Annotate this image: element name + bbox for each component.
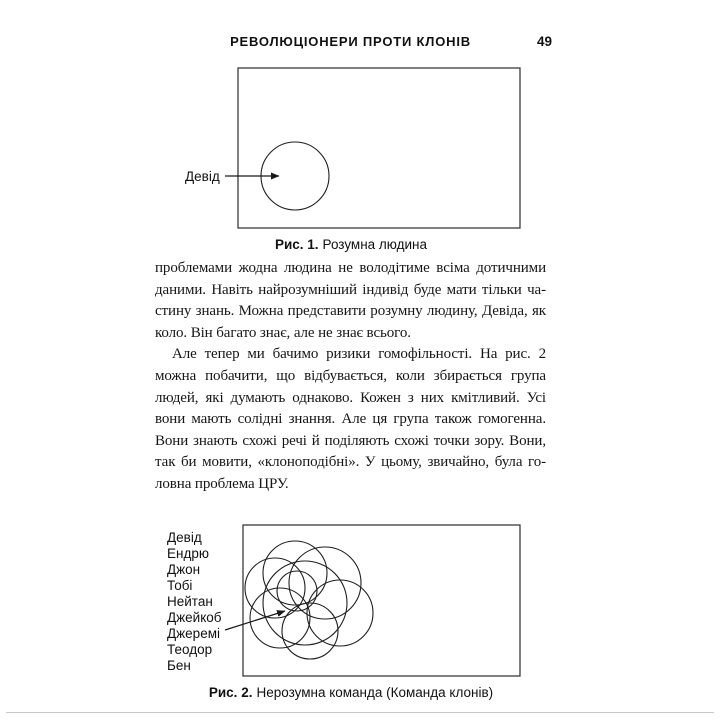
figure-2-label: Бен — [167, 658, 191, 673]
running-head: РЕВОЛЮЦІОНЕРИ ПРОТИ КЛОНІВ — [230, 34, 471, 49]
figure-2-arrow — [225, 611, 285, 630]
figure-2-label: Джейкоб — [167, 610, 222, 625]
figure-2 — [155, 522, 547, 700]
paragraph-1-line: проблемами жодна людина не володітиме всіма дотичними — [155, 260, 546, 276]
figure-2-label: Теодор — [167, 642, 213, 657]
page-header — [155, 34, 552, 52]
figure-2-caption-number: Рис. 2. — [208, 685, 253, 700]
figure-2-label: Девід — [167, 530, 202, 545]
paragraph-2-line: так би мовити, «клоноподібні». У цьому, звичайно, була го- — [155, 454, 546, 471]
figure-1-caption — [155, 237, 547, 252]
figure-1-frame — [238, 68, 520, 228]
paragraph-2-line: Але тепер ми бачимо ризики гомофільності. На рис. 2 — [172, 346, 546, 363]
paragraph-2-line: Вони знають схожі речі й поділяють схожі точки зору. Вони, — [155, 432, 546, 449]
figure-2-label: Джон — [167, 562, 201, 577]
figure-2-label: Тобі — [167, 578, 193, 593]
paragraph-2-line: людей, які думають однаково. Кожен з них кмітливий. Усі — [155, 389, 546, 406]
paragraph-1-line: стину знань. Можна представити розумну людину, Девіда, як — [155, 303, 546, 320]
figure-1-label: Девід — [185, 169, 220, 184]
paragraph-1-line: даними. Навіть найрозумніший індивід буде мати тільки ча- — [155, 281, 546, 298]
figure-2-clone-circle — [263, 541, 327, 605]
paragraph-2-line: можна побачити, що відбувається, коли збирається група — [155, 367, 546, 384]
figure-2-caption-text: Нерозумна команда (Команда клонів) — [256, 685, 494, 700]
figure-2-caption — [155, 685, 547, 700]
figure-2-label: Ендрю — [167, 546, 209, 561]
figure-1-caption-text: Розумна людина — [322, 237, 428, 252]
figure-2-label: Джеремі — [167, 626, 220, 641]
figure-2-frame — [243, 525, 520, 676]
figure-1-drawing — [155, 64, 547, 232]
page-number: 49 — [536, 34, 552, 49]
body-text — [155, 258, 546, 496]
figure-1 — [155, 64, 547, 252]
figure-2-clone-circle — [282, 603, 338, 659]
paragraph-1-line: коло. Він багато знає, але не знає всього. — [155, 324, 411, 341]
figure-1-caption-number: Рис. 1. — [274, 237, 319, 252]
figure-2-label: Нейтан — [167, 594, 213, 609]
paragraph-2-line: ловна проблема ЦРУ. — [155, 475, 289, 492]
paragraph-2-line: вони мають солідні знання. Але ця група також гомогенна. — [155, 411, 546, 428]
figure-2-drawing — [155, 522, 547, 680]
page-bottom-rule — [6, 712, 714, 713]
